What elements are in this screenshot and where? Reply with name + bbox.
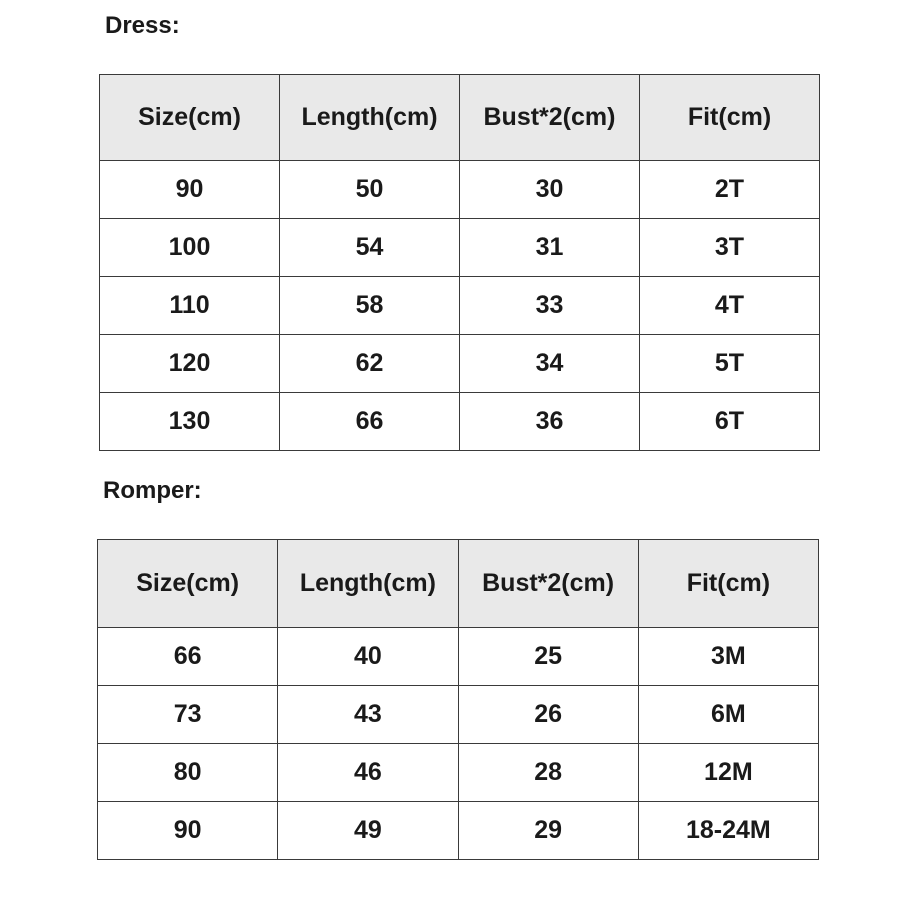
table-cell-bust: 28 — [458, 744, 638, 802]
table-cell-fit: 18-24M — [638, 802, 818, 860]
table-cell-size: 73 — [98, 686, 278, 744]
table-header-row — [100, 75, 820, 161]
table-cell-length: 58 — [280, 277, 460, 335]
table-row — [98, 686, 819, 744]
column-header-bust: Bust*2(cm) — [458, 540, 638, 628]
table-cell-bust: 33 — [460, 277, 640, 335]
table-cell-size: 120 — [100, 335, 280, 393]
table-cell-fit: 12M — [638, 744, 818, 802]
table-cell-fit: 2T — [640, 161, 820, 219]
table-cell-length: 40 — [278, 628, 458, 686]
table-cell-size: 90 — [98, 802, 278, 860]
table-cell-size: 130 — [100, 393, 280, 451]
table-cell-bust: 29 — [458, 802, 638, 860]
table-cell-length: 66 — [280, 393, 460, 451]
table-cell-fit: 3T — [640, 219, 820, 277]
table-row — [100, 219, 820, 277]
table-row — [100, 161, 820, 219]
column-header-bust: Bust*2(cm) — [460, 75, 640, 161]
table-row — [100, 277, 820, 335]
table-row — [100, 393, 820, 451]
column-header-size: Size(cm) — [100, 75, 280, 161]
dress-section-title: Dress: — [105, 12, 180, 39]
table-cell-bust: 30 — [460, 161, 640, 219]
dress-size-table — [99, 74, 820, 451]
column-header-fit: Fit(cm) — [640, 75, 820, 161]
table-cell-fit: 4T — [640, 277, 820, 335]
column-header-size: Size(cm) — [98, 540, 278, 628]
table-row — [98, 802, 819, 860]
table-cell-fit: 5T — [640, 335, 820, 393]
column-header-length: Length(cm) — [278, 540, 458, 628]
table-cell-fit: 6T — [640, 393, 820, 451]
table-cell-bust: 25 — [458, 628, 638, 686]
table-cell-length: 49 — [278, 802, 458, 860]
romper-size-table — [97, 539, 819, 860]
table-cell-size: 90 — [100, 161, 280, 219]
romper-section-title: Romper: — [103, 477, 202, 504]
table-cell-length: 46 — [278, 744, 458, 802]
column-header-fit: Fit(cm) — [638, 540, 818, 628]
table-cell-fit: 3M — [638, 628, 818, 686]
column-header-length: Length(cm) — [280, 75, 460, 161]
table-row — [100, 335, 820, 393]
table-cell-size: 110 — [100, 277, 280, 335]
table-cell-size: 66 — [98, 628, 278, 686]
table-cell-fit: 6M — [638, 686, 818, 744]
table-cell-bust: 36 — [460, 393, 640, 451]
table-row — [98, 744, 819, 802]
table-cell-bust: 34 — [460, 335, 640, 393]
table-cell-length: 54 — [280, 219, 460, 277]
table-cell-length: 50 — [280, 161, 460, 219]
table-header-row — [98, 540, 819, 628]
table-cell-length: 43 — [278, 686, 458, 744]
table-row — [98, 628, 819, 686]
table-cell-size: 80 — [98, 744, 278, 802]
table-cell-bust: 31 — [460, 219, 640, 277]
table-cell-length: 62 — [280, 335, 460, 393]
table-cell-size: 100 — [100, 219, 280, 277]
table-cell-bust: 26 — [458, 686, 638, 744]
